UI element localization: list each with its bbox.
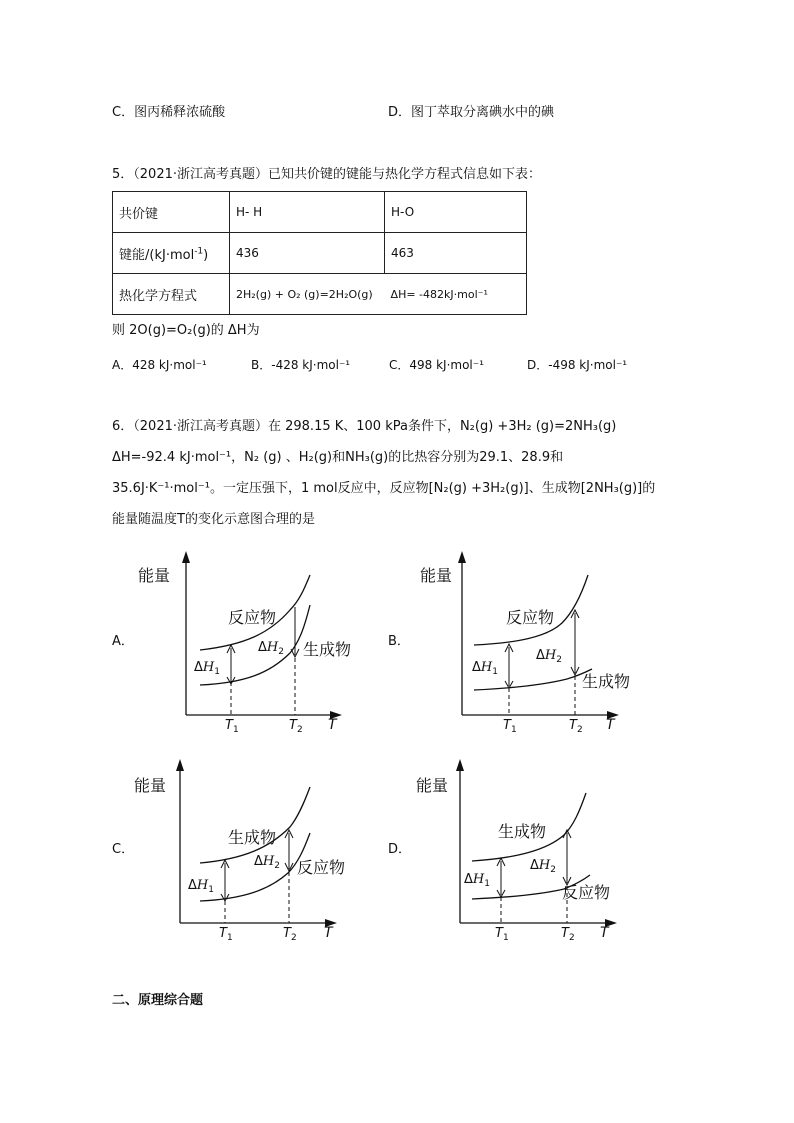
svg-text:T2: [289, 718, 303, 735]
graph-b-upper-label: 反应物: [506, 608, 555, 627]
svg-text:T2: [561, 926, 575, 943]
graph-b-t2-sub: 2: [576, 725, 583, 735]
graph-d-dh2-delta: Δ: [530, 858, 539, 873]
graph-a-lower-label: 生成物: [303, 640, 352, 659]
graph-c-t2-sub: 2: [290, 933, 297, 943]
graph-a: [130, 545, 370, 735]
graph-d-y-label: 能量: [416, 776, 449, 795]
graph-a-dh2-h: H: [266, 640, 279, 655]
svg-text:T1: [495, 926, 509, 943]
section-heading: 二、原理综合题: [112, 993, 204, 1008]
q6-line4: 能量随温度T的变化示意图合理的是: [112, 512, 315, 527]
graph-c-t1: T: [219, 926, 227, 941]
graph-b: [412, 545, 652, 735]
q5-stem: 5．（2021·浙江高考真题）已知共价键的键能与热化学方程式信息如下表：: [112, 167, 541, 182]
graph-b-dh1-h: H: [480, 660, 493, 675]
graph-d-dh1-delta: Δ: [464, 872, 473, 887]
graph-c: [130, 755, 370, 945]
graph-a-dh2-delta: Δ: [258, 640, 267, 655]
graph-d-x-label: T: [600, 925, 609, 941]
graph-b-dh2-h: H: [544, 648, 557, 663]
q5-option-a: A．428 kJ·mol⁻¹: [112, 358, 207, 372]
graph-c-x-label: T: [324, 925, 333, 941]
table-row: [113, 274, 527, 315]
graph-b-x-label: T: [606, 717, 615, 733]
table-cell-equation: [230, 274, 527, 315]
graph-c-dh2-h: H: [262, 854, 275, 869]
graph-d-t2-sub: 2: [568, 933, 575, 943]
svg-text:T1: [219, 926, 233, 943]
q5-ask: 则 2O(g)=O₂(g)的 ΔH为: [112, 323, 260, 338]
graph-c-lower-label: 反应物: [297, 858, 346, 877]
graph-a-option-label: A．: [112, 634, 134, 649]
graph-c-upper-label: 生成物: [228, 828, 277, 847]
graph-b-y-label: 能量: [420, 566, 453, 585]
graph-d-t1-sub: 1: [502, 933, 509, 943]
graph-c-dh2-sub: 2: [274, 861, 280, 871]
q6-line3: 35.6J·K⁻¹·mol⁻¹。一定压强下，1 mol反应中，反应物[N₂(g) +3H₂(g)]、生成物[2NH₃(g)]的: [112, 481, 656, 496]
graph-a-x-label: T: [328, 717, 337, 733]
graph-a-t2-sub: 2: [296, 725, 303, 735]
svg-text:ΔH2: [530, 858, 556, 875]
graph-a-dh1-delta: Δ: [194, 660, 203, 675]
cell-sup: -1: [194, 246, 204, 257]
graph-d-upper-label: 生成物: [498, 822, 547, 841]
equation-text: 2H₂(g) + O₂ (g)=2H₂O(g): [236, 288, 373, 301]
table-cell: 共价键: [113, 192, 230, 233]
table-row: [113, 233, 527, 274]
graph-c-t1-sub: 1: [226, 933, 233, 943]
graph-c-option-label: C．: [112, 842, 135, 857]
graph-d-t2: T: [561, 926, 569, 941]
graph-b-dh1-sub: 1: [492, 667, 498, 677]
graph-a-t2: T: [289, 718, 297, 733]
graph-b-t1-sub: 1: [510, 725, 517, 735]
svg-text:ΔH1: [194, 660, 220, 677]
q5-option-d: D．-498 kJ·mol⁻¹: [527, 358, 628, 372]
graph-b-option-label: B．: [388, 634, 410, 649]
svg-text:ΔH1: [188, 878, 214, 895]
graph-a-dh1-h: H: [202, 660, 215, 675]
table-row: [113, 192, 527, 233]
svg-text:ΔH1: [464, 872, 490, 889]
table-cell: H- H: [230, 192, 385, 233]
q4-option-d: D．图丁萃取分离碘水中的碘: [388, 105, 555, 120]
table-cell: 热化学方程式: [113, 274, 230, 315]
graph-a-dh2-sub: 2: [278, 647, 284, 657]
q4-option-c: C．图丙稀释浓硫酸: [112, 105, 226, 120]
graph-d-dh2-sub: 2: [550, 865, 556, 875]
graph-b-lower-label: 生成物: [582, 672, 631, 691]
graph-d-dh2-h: H: [538, 858, 551, 873]
delta-h-text: ΔH= -482kJ·mol⁻¹: [390, 288, 488, 301]
graph-d-lower-label: 反应物: [562, 883, 611, 902]
graph-b-t2: T: [569, 718, 577, 733]
q6-line1: 6．（2021·浙江高考真题）在 298.15 K、100 kPa条件下，N₂(g) +3H₂ (g)=2NH₃(g): [112, 419, 617, 434]
svg-text:T1: [225, 718, 239, 735]
graph-d: [412, 755, 652, 945]
q6-line2: ΔH=-92.4 kJ·mol⁻¹，N₂ (g) 、H₂(g)和NH₃(g)的比热容分别为29.1、28.9和: [112, 450, 564, 465]
graph-a-upper-label: 反应物: [228, 608, 277, 627]
graph-c-dh1-sub: 1: [208, 885, 214, 895]
table-cell: H-O: [385, 192, 527, 233]
svg-text:ΔH1: [472, 660, 498, 677]
svg-text:T2: [569, 718, 583, 735]
graph-c-dh1-h: H: [196, 878, 209, 893]
svg-text:ΔH2: [258, 640, 284, 657]
svg-text:ΔH2: [254, 854, 280, 871]
svg-text:T1: [503, 718, 517, 735]
graph-b-t1: T: [503, 718, 511, 733]
table-cell: [113, 233, 230, 274]
graph-a-t1-sub: 1: [232, 725, 239, 735]
bond-energy-table: [112, 191, 527, 315]
graph-c-t2: T: [283, 926, 291, 941]
graph-b-dh1-delta: Δ: [472, 660, 481, 675]
graph-d-option-label: D．: [388, 842, 412, 857]
graph-d-dh1-h: H: [472, 872, 485, 887]
graph-c-dh2-delta: Δ: [254, 854, 263, 869]
q5-option-b: B．-428 kJ·mol⁻¹: [251, 358, 351, 372]
svg-text:T2: [283, 926, 297, 943]
graph-d-t1: T: [495, 926, 503, 941]
svg-text:ΔH2: [536, 648, 562, 665]
graph-a-dh1-sub: 1: [214, 667, 220, 677]
table-cell: 463: [385, 233, 527, 274]
graph-a-t1: T: [225, 718, 233, 733]
graph-c-y-label: 能量: [134, 776, 167, 795]
graph-d-dh1-sub: 1: [484, 879, 490, 889]
graph-b-dh2-sub: 2: [556, 655, 562, 665]
graph-a-y-label: 能量: [138, 566, 171, 585]
cell-text: ): [203, 247, 209, 263]
cell-text: 键能/(kJ·mol: [119, 247, 195, 263]
graph-c-dh1-delta: Δ: [188, 878, 197, 893]
q5-option-c: C．498 kJ·mol⁻¹: [389, 358, 484, 372]
table-cell: 436: [230, 233, 385, 274]
graph-b-dh2-delta: Δ: [536, 648, 545, 663]
